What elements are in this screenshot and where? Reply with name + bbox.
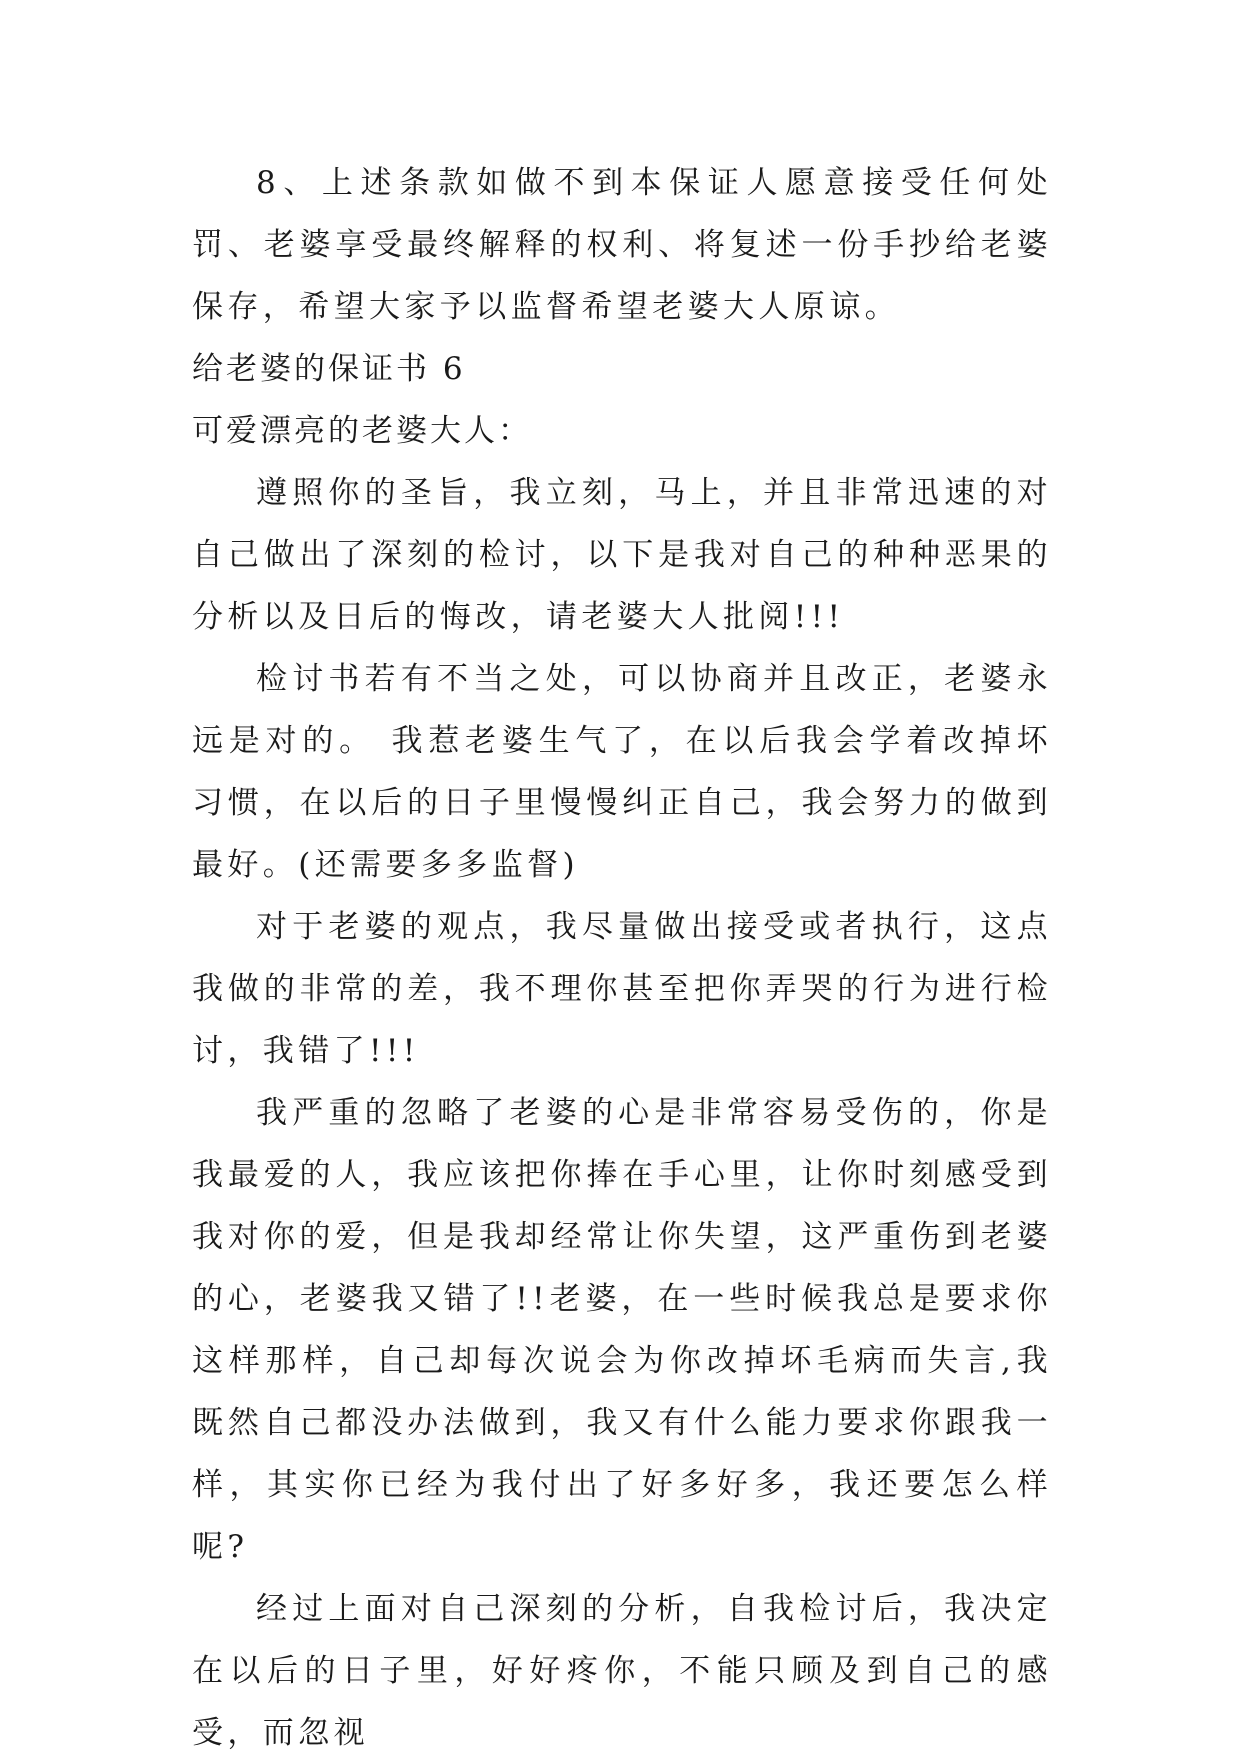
- document-body: [192, 152, 1052, 1764]
- body-paragraph: 我严重的忽略了老婆的心是非常容易受伤的，你是我最爱的人，我应该把你捧在手心里，让你时刻感受到我对你的爱，但是我却经常让你失望，这严重伤到老婆的心，老婆我又错了!!老婆，在一些时候我总是要求你这样那样，自己却每次说会为你改掉坏毛病而失言,我既然自己都没办法做到，我又有什么能力要求你跟我一样，其实你已经为我付出了好多好多，我还要怎么样呢?: [192, 1095, 1052, 1565]
- clause-8-paragraph: 8、上述条款如做不到本保证人愿意接受任何处罚、老婆享受最终解释的权利、将复述一份手抄给老婆保存，希望大家予以监督希望老婆大人原谅。: [192, 165, 1052, 325]
- body-paragraph: 遵照你的圣旨，我立刻，马上，并且非常迅速的对自己做出了深刻的检讨，以下是我对自己的种种恶果的分析以及日后的悔改，请老婆大人批阅!!!: [192, 475, 1052, 635]
- section-title: 给老婆的保证书 6: [192, 351, 466, 387]
- body-paragraph: 检讨书若有不当之处，可以协商并且改正，老婆永远是对的。 我惹老婆生气了，在以后我会学着改掉坏习惯，在以后的日子里慢慢纠正自己，我会努力的做到最好。(还需要多多监督): [192, 661, 1052, 883]
- body-paragraph: 对于老婆的观点，我尽量做出接受或者执行，这点我做的非常的差，我不理你甚至把你弄哭的行为进行检讨，我错了!!!: [192, 909, 1052, 1069]
- salutation: 可爱漂亮的老婆大人：: [192, 413, 532, 449]
- body-paragraph: 经过上面对自己深刻的分析，自我检讨后，我决定在以后的日子里，好好疼你，不能只顾及到自己的感受，而忽视: [192, 1591, 1052, 1751]
